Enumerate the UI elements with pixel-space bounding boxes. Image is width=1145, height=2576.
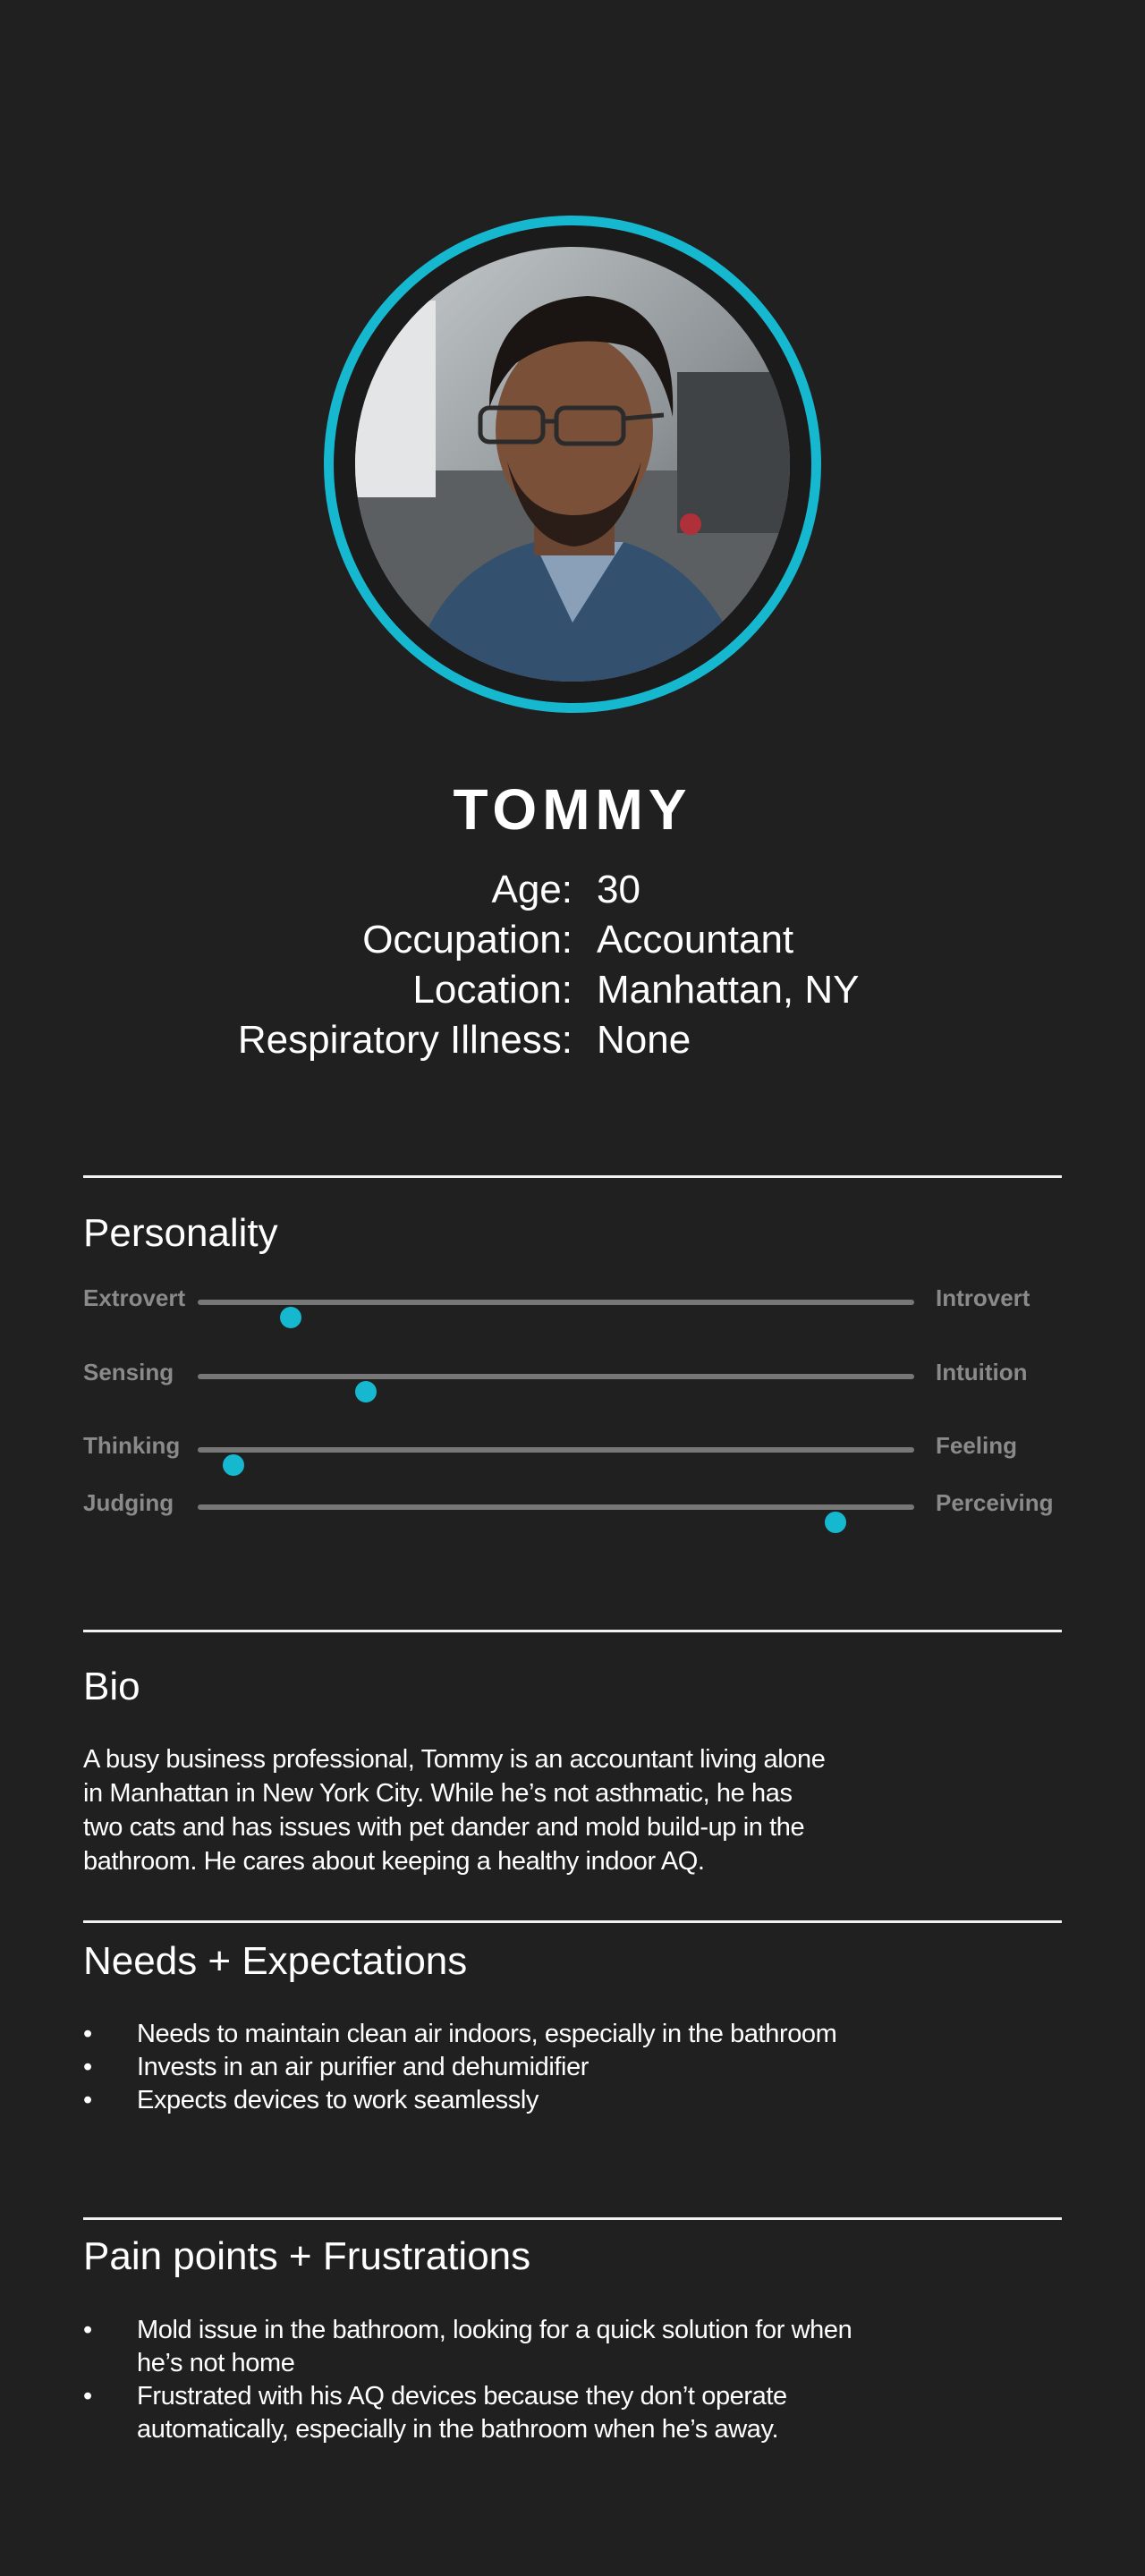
bio-line: A busy business professional, Tommy is an accountant living alone [83, 1745, 826, 1774]
trait-knob [280, 1307, 301, 1328]
avatar [355, 247, 790, 682]
list-item-text: Expects devices to work seamlessly [137, 2086, 539, 2114]
trait-right-label: Perceiving [936, 1489, 1054, 1516]
section-title-bio: Bio [83, 1665, 140, 1708]
list-item [83, 2051, 960, 2084]
trait-slider-sensing-intuition [0, 1359, 1145, 1394]
list-item-line: automatically, especially in the bathroom when he’s away. [137, 2415, 779, 2444]
section-title-needs: Needs + Expectations [83, 1939, 468, 1983]
bio-line: in Manhattan in New York City. While he’s not asthmatic, he has [83, 1779, 793, 1808]
trait-track [198, 1374, 914, 1379]
info-label: Location: [412, 968, 572, 1012]
bio-paragraph [83, 1742, 870, 1878]
persona-name: TOMMY [453, 777, 692, 842]
section-title-personality: Personality [83, 1211, 278, 1255]
bullet-glyph: • [83, 2053, 92, 2081]
info-value: Manhattan, NY [597, 968, 860, 1012]
trait-slider-thinking-feeling [0, 1432, 1145, 1468]
info-label: Respiratory Illness: [237, 1018, 572, 1062]
info-label: Occupation: [362, 918, 572, 962]
bullet-glyph: • [83, 2382, 92, 2411]
trait-right-label: Intuition [936, 1359, 1028, 1385]
bullet-glyph: • [83, 2020, 92, 2048]
trait-track [198, 1447, 914, 1453]
avatar-photo-illustration [355, 247, 790, 682]
list-item-line: he’s not home [137, 2349, 295, 2377]
trait-slider-judging-perceiving [0, 1489, 1145, 1525]
trait-slider-extrovert-introvert [0, 1284, 1145, 1320]
bullet-glyph: • [83, 2086, 92, 2114]
trait-track [198, 1300, 914, 1305]
info-value: None [597, 1018, 691, 1062]
pain-points-list [83, 2314, 960, 2446]
info-value: 30 [597, 868, 640, 911]
list-item [83, 2314, 960, 2380]
list-item [83, 2380, 960, 2446]
info-row-age [0, 868, 1145, 918]
trait-right-label: Introvert [936, 1284, 1030, 1311]
trait-left-label: Thinking [83, 1432, 181, 1459]
list-item-text: Needs to maintain clean air indoors, especially in the bathroom [137, 2020, 837, 2048]
info-value: Accountant [597, 918, 794, 962]
trait-left-label: Sensing [83, 1359, 174, 1385]
trait-left-label: Judging [83, 1489, 174, 1516]
info-row-location [0, 968, 1145, 1018]
section-title-pain-points: Pain points + Frustrations [83, 2234, 531, 2278]
bio-line: two cats and has issues with pet dander and mold build-up in the [83, 1813, 805, 1842]
list-item-line: Mold issue in the bathroom, looking for a quick solution for when [137, 2316, 852, 2344]
trait-knob [825, 1512, 846, 1533]
list-item [83, 2084, 960, 2117]
list-item-line: Frustrated with his AQ devices because they don’t operate [137, 2382, 787, 2411]
trait-left-label: Extrovert [83, 1284, 186, 1311]
bio-line: bathroom. He cares about keeping a healthy indoor AQ. [83, 1847, 705, 1876]
section-divider [83, 1920, 1062, 1923]
trait-knob [355, 1381, 377, 1402]
section-divider [83, 1175, 1062, 1178]
list-item-text: Invests in an air purifier and dehumidifier [137, 2053, 589, 2081]
trait-right-label: Feeling [936, 1432, 1018, 1459]
trait-track [198, 1504, 914, 1510]
needs-list [83, 2018, 960, 2117]
section-divider [83, 1630, 1062, 1632]
info-row-occupation [0, 918, 1145, 968]
bullet-glyph: • [83, 2316, 92, 2344]
list-item [83, 2018, 960, 2051]
trait-knob [223, 1454, 244, 1476]
info-label: Age: [491, 868, 572, 911]
info-row-respiratory-illness [0, 1018, 1145, 1068]
section-divider [83, 2217, 1062, 2220]
